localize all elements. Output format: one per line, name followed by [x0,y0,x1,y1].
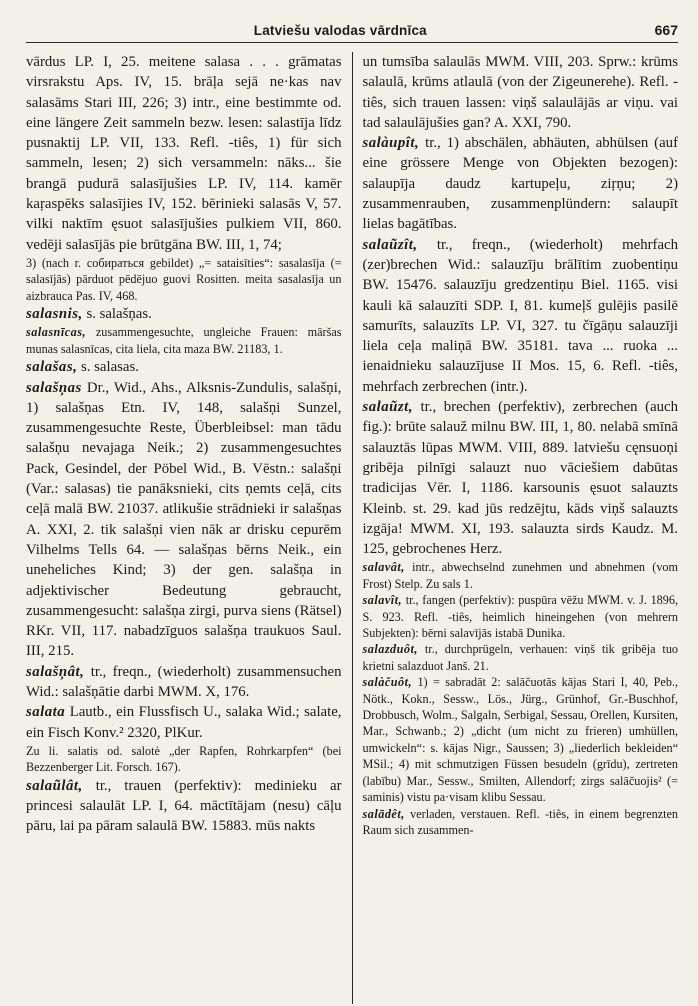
entry-headword: salaũzt, [362,399,413,416]
entry-text: intr., abwechselnd zunehmen und abnehmen (vom Frost) Stelp. Zu sals 1. [362,560,678,591]
entry-headword: salašņas [26,379,82,396]
entry-headword: salaũlât, [26,777,83,794]
dictionary-entry [363,52,679,133]
dictionary-entry [363,133,679,234]
entry-text: tr., durchprügeln, verhauen: viņš tik gribēja tuo krietni salazduot Janš. 21. [362,642,678,673]
entry-headword: salavît, [362,593,403,608]
entry-text: tr., freqn., (wiederholt) zusammensuchen Wid.: salašņātie darbi MWM. X, 176. [26,663,342,701]
entry-text: s. salasas. [80,359,139,376]
dictionary-entry [26,776,342,837]
entry-text: Lautb., ein Flussfisch U., salaka Wid.; salate, ein Fisch Konv.² 2320, PlKur. [26,704,342,741]
entry-headword: salàupît, [362,135,420,152]
entry-text: vārdus LP. I, 25. meitene salasa . . . grāmatas virsrakstu Aps. IV, 15. brāļa sejā ne·kas nav salasāms Stari III, 226; 3) intr., eine bestimmte od. eine längere Zeit sammeln bezw. lesen: salastīja līdz pusnaktij LP. VII, 133. Refl. -tiês, 1) für sich sammeln, lesen; 2) sich versammeln: nāks... šie brangā pudurā salasījušies LP. IV, 114. kamēr kaŗaspēks salasījies IV, 152. bērinieki salasās V, 57. vilki naktīm ęsuot salasījušies pulkiem VII, 860. vedēji salasījās pie brūtgāna BW. III, 1, 74; [26,54,342,253]
entry-text: verladen, verstauen. Refl. -tiês, in einem begrenzten Raum sich zusammen- [362,806,678,837]
entry-text: 3) (nach r. собираться gebildet) „= sataisīties“: sasalasīja (= salasījās) pārduot pēdējuo guovi Rositten. meita sasalasīja un aizbrauca Pas. IV, 468. [26,255,342,303]
entry-headword: salasnis, [26,306,83,323]
entry-headword: salādêt, [362,806,405,821]
dictionary-entry [26,662,342,703]
dictionary-entry [26,702,342,743]
text-columns [26,52,678,1004]
dictionary-entry [26,304,342,324]
page-header [26,14,678,43]
entry-text: 1) = sabradāt 2: salāčuotās kājas Stari I, 40, Peb., Nötk., Kokn., Sessw., Lös., Jürg., Grünhof, Gr.-Buschhof, Drobbusch, Wolm., Salgaln, Serbigal, Sessau, Orellen, Kursiten, Mar., Schwanb.; 2) „dicht (um nicht zu frieren) umhüllen, umwickeln“: s. kājas Nigr., Saussen; 3) „liederlich bekleiden“ MSil.; 4) mit schmutzigen Füssen besudeln (grīdu), zertreten (labību) Mar., Sessw., Smilten, Allendorf; zirgs salāčuojis² (= saminis) vistu pa·visam klibu Sessau. [362,675,678,805]
dictionary-entry [26,743,342,776]
entry-text: tr., 1) abschälen, abhäuten, abhülsen (auf eine grössere Menge von Objekten bezogen): salaupīja daudz kartupeļu, ziŗņu; 2) zusammenrauben, zusammenplündern: salaupīt lielas bagātības. [362,135,678,233]
entry-text: Zu li. salatis od. salotė „der Rapfen, Rohrkarpfen“ (bei Bezzenberger Lit. Forsch. 167). [26,743,342,775]
dictionary-entry [363,559,679,592]
dictionary-entry [26,52,342,255]
entry-text: tr., freqn., (wiederholt) mehrfach (zer)brechen Wid.: salauzīju brālītim zuobentiņu BW. 15476. salauzīju gredzentiņu Biel. 1165. visi kauli kā salauzīti SDP. I, 81. kumeļš gulējis pasilē samurīts, salauzīts LP. VI, 327. tu čīgāņu salauzīji liela ceļa maliņā BW. 35181. tava ... ruoka ... ienaidnieku salauzījuse II Mos. 15, 6. Refl. -tiês, mehrfach zerbrechen (intr.). [362,236,678,395]
page-number: 667 [654,22,678,38]
dictionary-entry [26,357,342,377]
dictionary-entry [363,397,679,559]
dictionary-entry [363,674,679,805]
running-title: Latviešu valodas vārdnīca [253,23,427,38]
entry-text: zusammengesuchte, ungleiche Frauen: māršas munas salasnīcas, cita liela, cita maza BW. 21183, 1. [26,325,342,356]
entry-text: s. salašņas. [86,306,152,323]
entry-text: tr., fangen (perfektiv): puspūra vēžu MWM. v. J. 1896, S. 923. Refl. -tiês, heimlich hineingehen (von mehrern Subjekten): bērni salavījās istabā Dunika. [362,593,678,641]
entry-headword: salasnīcas, [26,325,87,340]
entry-text: tr., brechen (perfektiv), zerbrechen (auch fig.): brūte salauž milnu BW. III, 1, 80. nelabā smīnā salauztās lūpas MWM. VIII, 889. latviešu cęnsuoņi gribēja pilnīgi salauzt nuo vāciešiem dabūtas tradicijas Vēr. I, 1186. karsounis ęsuot salauzts Kleinb. st. 29. kad jūs redzējtu, kāds viņš salauzts izgāja! MWM. XI, 193. salauzta sirds Kaudz. M. 125, gebrochenes Herz. [362,399,678,558]
dictionary-entry [363,806,679,839]
entry-text: Dr., Wid., Ahs., Alksnis-Zundulis, salašņi, 1) salašņas Etn. IV, 148, salašņi Sunzel, zusammengesuchte Reste, Überbleibsel: man tādu salašņu nevajaga Neik.; 2) zusammengesuchtes Pack, Gesindel, der Pöbel Wid., B. Vēstn.: salašņi (Var.: salasas) tie panāksnieki, cits ņemts ceļā, cits ceļā malā BW. 21037. atlikušie strādnieki ir salašņas A. XXI, 2. tik salašņi vien nāk ar drisku cepurēm Vilhelms Tells 64. — salašņas bērns Neik., ein uneheliches Kind; 3) der gen. salašņa in adjektivischer Bedeutung gebraucht, zusammengesucht: salašņa zirgi, purva siens (Rätsel) RKr. VII, 117. nabadzīguos salašņa traukuos Saul. III, 215. [26,379,342,660]
dictionary-entry [363,592,679,641]
entry-headword: salašas, [26,359,78,376]
left-column [26,52,353,1004]
dictionary-entry [26,324,342,357]
entry-headword: salàčuôt, [362,675,413,690]
entry-headword: salaũzît, [362,236,418,253]
entry-headword: salašņât, [26,663,85,680]
entry-headword: salavât, [362,560,405,575]
entry-headword: salata [26,704,66,721]
dictionary-entry [363,641,679,674]
entry-headword: salazduôt, [362,642,418,657]
dictionary-entry [26,378,342,662]
dictionary-entry [26,255,342,304]
entry-text: tr., trauen (perfektiv): medinieku ar princesi salaulāt LP. I, 64. māctītājam (nesu) cāļu pāru, lai pa pāram salaulā BW. 15883. mūs nakts [26,777,342,835]
right-column [353,52,679,1004]
dictionary-entry [363,235,679,397]
entry-text: un tumsība salaulās MWM. VIII, 203. Sprw.: krūms salaulā, krūms atlaulā (von der Zigeunerehe). Refl. -tiês, sich trauen lassen: viņš salaulājās ar viņu. vai tad salaulājušies gan? A. XXI, 790. [362,54,678,131]
